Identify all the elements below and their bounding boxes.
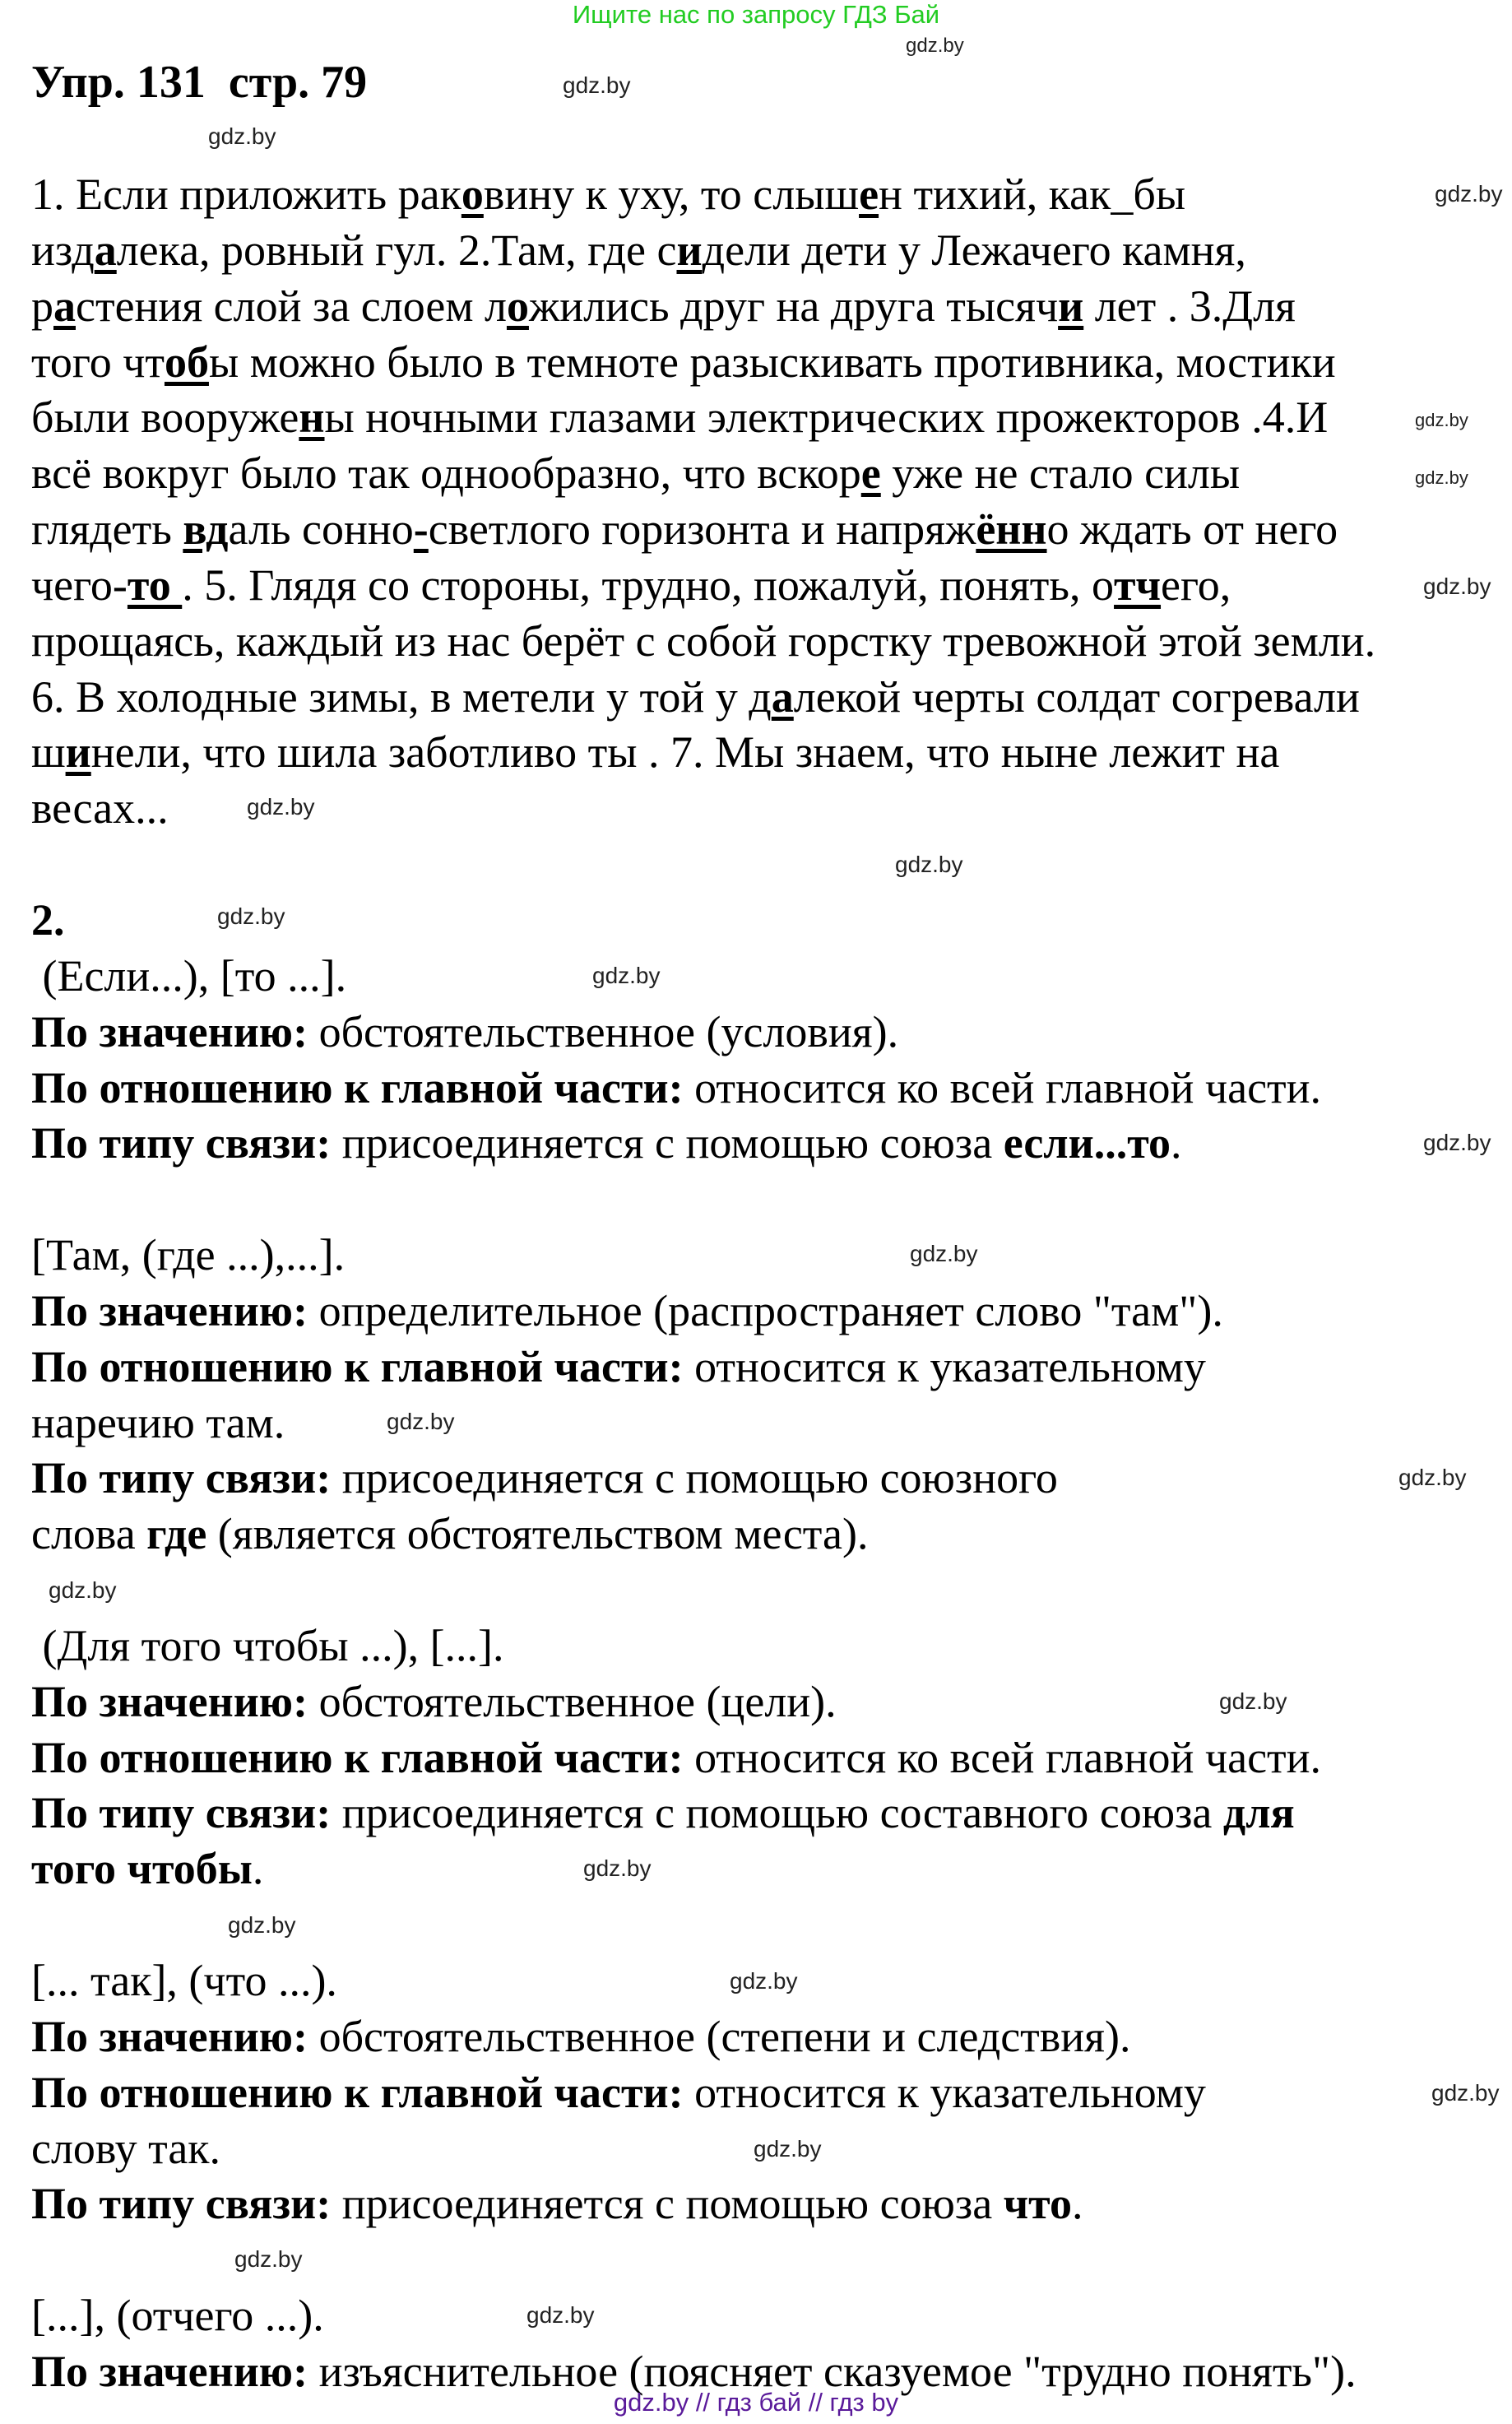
bold-text: того чтобы — [31, 1844, 253, 1894]
text-line — [31, 1618, 1504, 1674]
watermark: gdz.by — [247, 794, 315, 820]
bold-text: По отношению к главной части: — [31, 1732, 684, 1782]
footer-links: gdz.by // гдз бай // гдз by — [613, 2388, 899, 2417]
watermark: gdz.by — [208, 123, 276, 149]
bold-text: 2. — [31, 894, 65, 945]
text: [Там, (где ...),...]. — [31, 1230, 346, 1280]
emphasized-letters: а — [94, 225, 117, 275]
text: н тихий, как_бы — [879, 169, 1186, 219]
emphasized-letters: и — [1058, 281, 1084, 331]
text: его, — [1161, 560, 1231, 610]
watermark: gdz.by — [563, 72, 631, 98]
emphasized-letters: то — [127, 560, 183, 610]
text: вину к уху, то слыш — [483, 169, 860, 219]
text: слова — [31, 1509, 147, 1559]
text-line — [31, 390, 1504, 446]
text: . 5. Глядя со стороны, трудно, пожалуй, понять, о — [182, 560, 1115, 610]
emphasized-letters: ённ — [976, 504, 1047, 555]
text-line — [31, 1841, 1504, 1897]
text-line — [31, 1730, 1504, 1786]
text: светлого горизонта и напряж — [428, 504, 976, 555]
text-line — [31, 558, 1504, 614]
emphasized-letters: н — [299, 392, 325, 443]
text-line — [31, 670, 1504, 726]
text-line — [31, 2009, 1504, 2065]
text: чего- — [31, 560, 128, 610]
text: относится к указательному — [683, 2067, 1206, 2117]
text: относится к указательному — [683, 1341, 1206, 1391]
text: р — [31, 281, 53, 331]
search-banner: Ищите нас по запросу ГДЗ Бай — [572, 0, 940, 29]
text-line — [31, 2288, 1504, 2344]
bold-text: По типу связи: — [31, 1453, 332, 1503]
text-line — [31, 949, 1504, 1005]
watermark: gdz.by — [1423, 1130, 1491, 1155]
watermark: gdz.by — [910, 1241, 978, 1266]
watermark: gdz.by — [1435, 181, 1503, 207]
text: (является обстоятельством места). — [206, 1509, 869, 1559]
bold-text: где — [146, 1509, 207, 1559]
bold-text: если...то — [1003, 1118, 1171, 1168]
emphasized-letters: об — [164, 337, 209, 387]
text: обстоятельственное (степени и следствия). — [308, 2011, 1131, 2061]
blank-line — [31, 837, 1504, 893]
text-line — [31, 725, 1504, 781]
emphasized-letters: и — [676, 225, 703, 275]
watermark: gdz.by — [895, 852, 963, 877]
text: лека, ровный гул. 2.Там, где с — [116, 225, 677, 275]
text: [... так], (что ...). — [31, 1956, 337, 2005]
bold-text: для — [1222, 1788, 1295, 1838]
text: (Если...), [то ...]. — [31, 950, 347, 1001]
text-line — [31, 223, 1504, 279]
text: всё вокруг было так однообразно, что вскор — [31, 448, 861, 499]
text-line — [31, 1451, 1504, 1507]
emphasized-letters: е — [860, 448, 881, 499]
text-line — [31, 1005, 1504, 1061]
emphasized-letters: и — [65, 727, 91, 778]
watermark: gdz.by — [228, 1912, 296, 1938]
text: наречию там. — [31, 1397, 285, 1447]
text: присоединяется с помощью союза — [331, 2179, 1004, 2229]
text: присоединяется с помощью союзного — [331, 1453, 1058, 1503]
text: относится ко всей главной части. — [683, 1732, 1322, 1782]
text: лет . 3.Для — [1083, 281, 1296, 331]
watermark: gdz.by — [1219, 1688, 1287, 1714]
emphasized-letters: - — [413, 504, 429, 555]
text: дели дети у Лежачего камня, — [702, 225, 1246, 275]
watermark: gdz.by — [526, 2302, 595, 2328]
answer-text — [31, 167, 1504, 2400]
emphasized-letters: тч — [1114, 560, 1162, 610]
watermark: gdz.by — [906, 35, 964, 57]
emphasized-letters: вд — [183, 504, 229, 555]
blank-line — [31, 1563, 1504, 1618]
text-line — [31, 502, 1504, 558]
text: аль сонно — [228, 504, 414, 555]
bold-text: По отношению к главной части: — [31, 1341, 684, 1391]
emphasized-letters: о — [506, 281, 529, 331]
text-line — [31, 446, 1504, 502]
text-line — [31, 167, 1504, 223]
text: глядеть — [31, 504, 183, 555]
text: обстоятельственное (условия). — [308, 1006, 899, 1056]
text: уже не стало силы — [880, 448, 1241, 499]
text-line — [31, 2065, 1504, 2121]
bold-text: По отношению к главной части: — [31, 2067, 684, 2117]
text: [...], (отчего ...). — [31, 2291, 324, 2341]
watermark: gdz.by — [217, 903, 285, 929]
text: того чт — [31, 337, 165, 387]
emphasized-letters: а — [53, 281, 76, 331]
text-line — [31, 1507, 1504, 1563]
emphasized-letters: а — [771, 671, 794, 722]
text: стения слой за слоем л — [76, 281, 507, 331]
text: о ждать от него — [1046, 504, 1338, 555]
text: . — [1171, 1118, 1182, 1168]
text-line — [31, 1061, 1504, 1117]
text: присоединяется с помощью союза — [331, 1118, 1004, 1168]
bold-text: По значению: — [31, 2011, 308, 2061]
text: ы ночными глазами электрических прожекторов .4.И — [324, 392, 1329, 443]
watermark: gdz.by — [234, 2246, 303, 2272]
text: лекой черты солдат согревали — [793, 671, 1360, 722]
blank-line — [31, 1172, 1504, 1228]
text: обстоятельственное (цели). — [308, 1676, 837, 1726]
text-line — [31, 1284, 1504, 1340]
watermark: gdz.by — [1423, 573, 1491, 599]
text-line — [31, 279, 1504, 335]
watermark: gdz.by — [1415, 410, 1468, 430]
text: жились друг на друга тысяч — [528, 281, 1059, 331]
watermark: gdz.by — [387, 1409, 455, 1434]
text: изд — [31, 225, 95, 275]
text: весах... — [31, 783, 169, 834]
page-title: Упр. 131 стр. 79 — [31, 57, 368, 108]
text: . — [252, 1844, 264, 1894]
text-line — [31, 1228, 1504, 1284]
text-line — [31, 1395, 1504, 1451]
text: прощаясь, каждый из нас берёт с собой горстку тревожной этой земли. — [31, 615, 1376, 666]
text: ы можно было в темноте разыскивать противника, мостики — [208, 337, 1336, 387]
bold-text: По значению: — [31, 1006, 308, 1056]
text-line — [31, 1340, 1504, 1395]
bold-text: По типу связи: — [31, 2179, 332, 2229]
bold-text: По отношению к главной части: — [31, 1062, 684, 1112]
text-line — [31, 1116, 1504, 1172]
text: нели, что шила заботливо ты . 7. Мы знаем, что ныне лежит на — [90, 727, 1280, 778]
bold-text: По значению: — [31, 2346, 308, 2396]
watermark: gdz.by — [1415, 467, 1468, 488]
text: относится ко всей главной части. — [683, 1062, 1322, 1112]
text: присоединяется с помощью составного союза — [331, 1788, 1223, 1838]
text: (Для того чтобы ...), [...]. — [31, 1620, 504, 1670]
text-line — [31, 2176, 1504, 2232]
bold-text: что — [1003, 2179, 1072, 2229]
text: 6. В холодные зимы, в метели у той у д — [31, 671, 772, 722]
text: 1. Если приложить рак — [31, 169, 461, 219]
text: были вооруже — [31, 392, 299, 443]
watermark: gdz.by — [583, 1855, 652, 1881]
watermark: gdz.by — [49, 1577, 117, 1603]
watermark: gdz.by — [1398, 1465, 1467, 1490]
text-line — [31, 335, 1504, 391]
text: изъяснительное (поясняет сказуемое "трудно понять"). — [308, 2346, 1357, 2396]
watermark: gdz.by — [730, 1968, 798, 1994]
text: . — [1071, 2179, 1083, 2229]
bold-text: По значению: — [31, 1676, 308, 1726]
emphasized-letters: е — [859, 169, 879, 219]
text-line — [31, 614, 1504, 670]
text: определительное (распространяет слово "там"). — [308, 1285, 1223, 1335]
text-line — [31, 1785, 1504, 1841]
text: ш — [31, 727, 66, 778]
bold-text: По типу связи: — [31, 1118, 332, 1168]
bold-text: По значению: — [31, 1285, 308, 1335]
text: слову так. — [31, 2123, 221, 2173]
watermark: gdz.by — [1431, 2080, 1500, 2106]
emphasized-letters: о — [461, 169, 484, 219]
watermark: gdz.by — [754, 2136, 822, 2162]
watermark: gdz.by — [592, 963, 661, 988]
bold-text: По типу связи: — [31, 1788, 332, 1838]
